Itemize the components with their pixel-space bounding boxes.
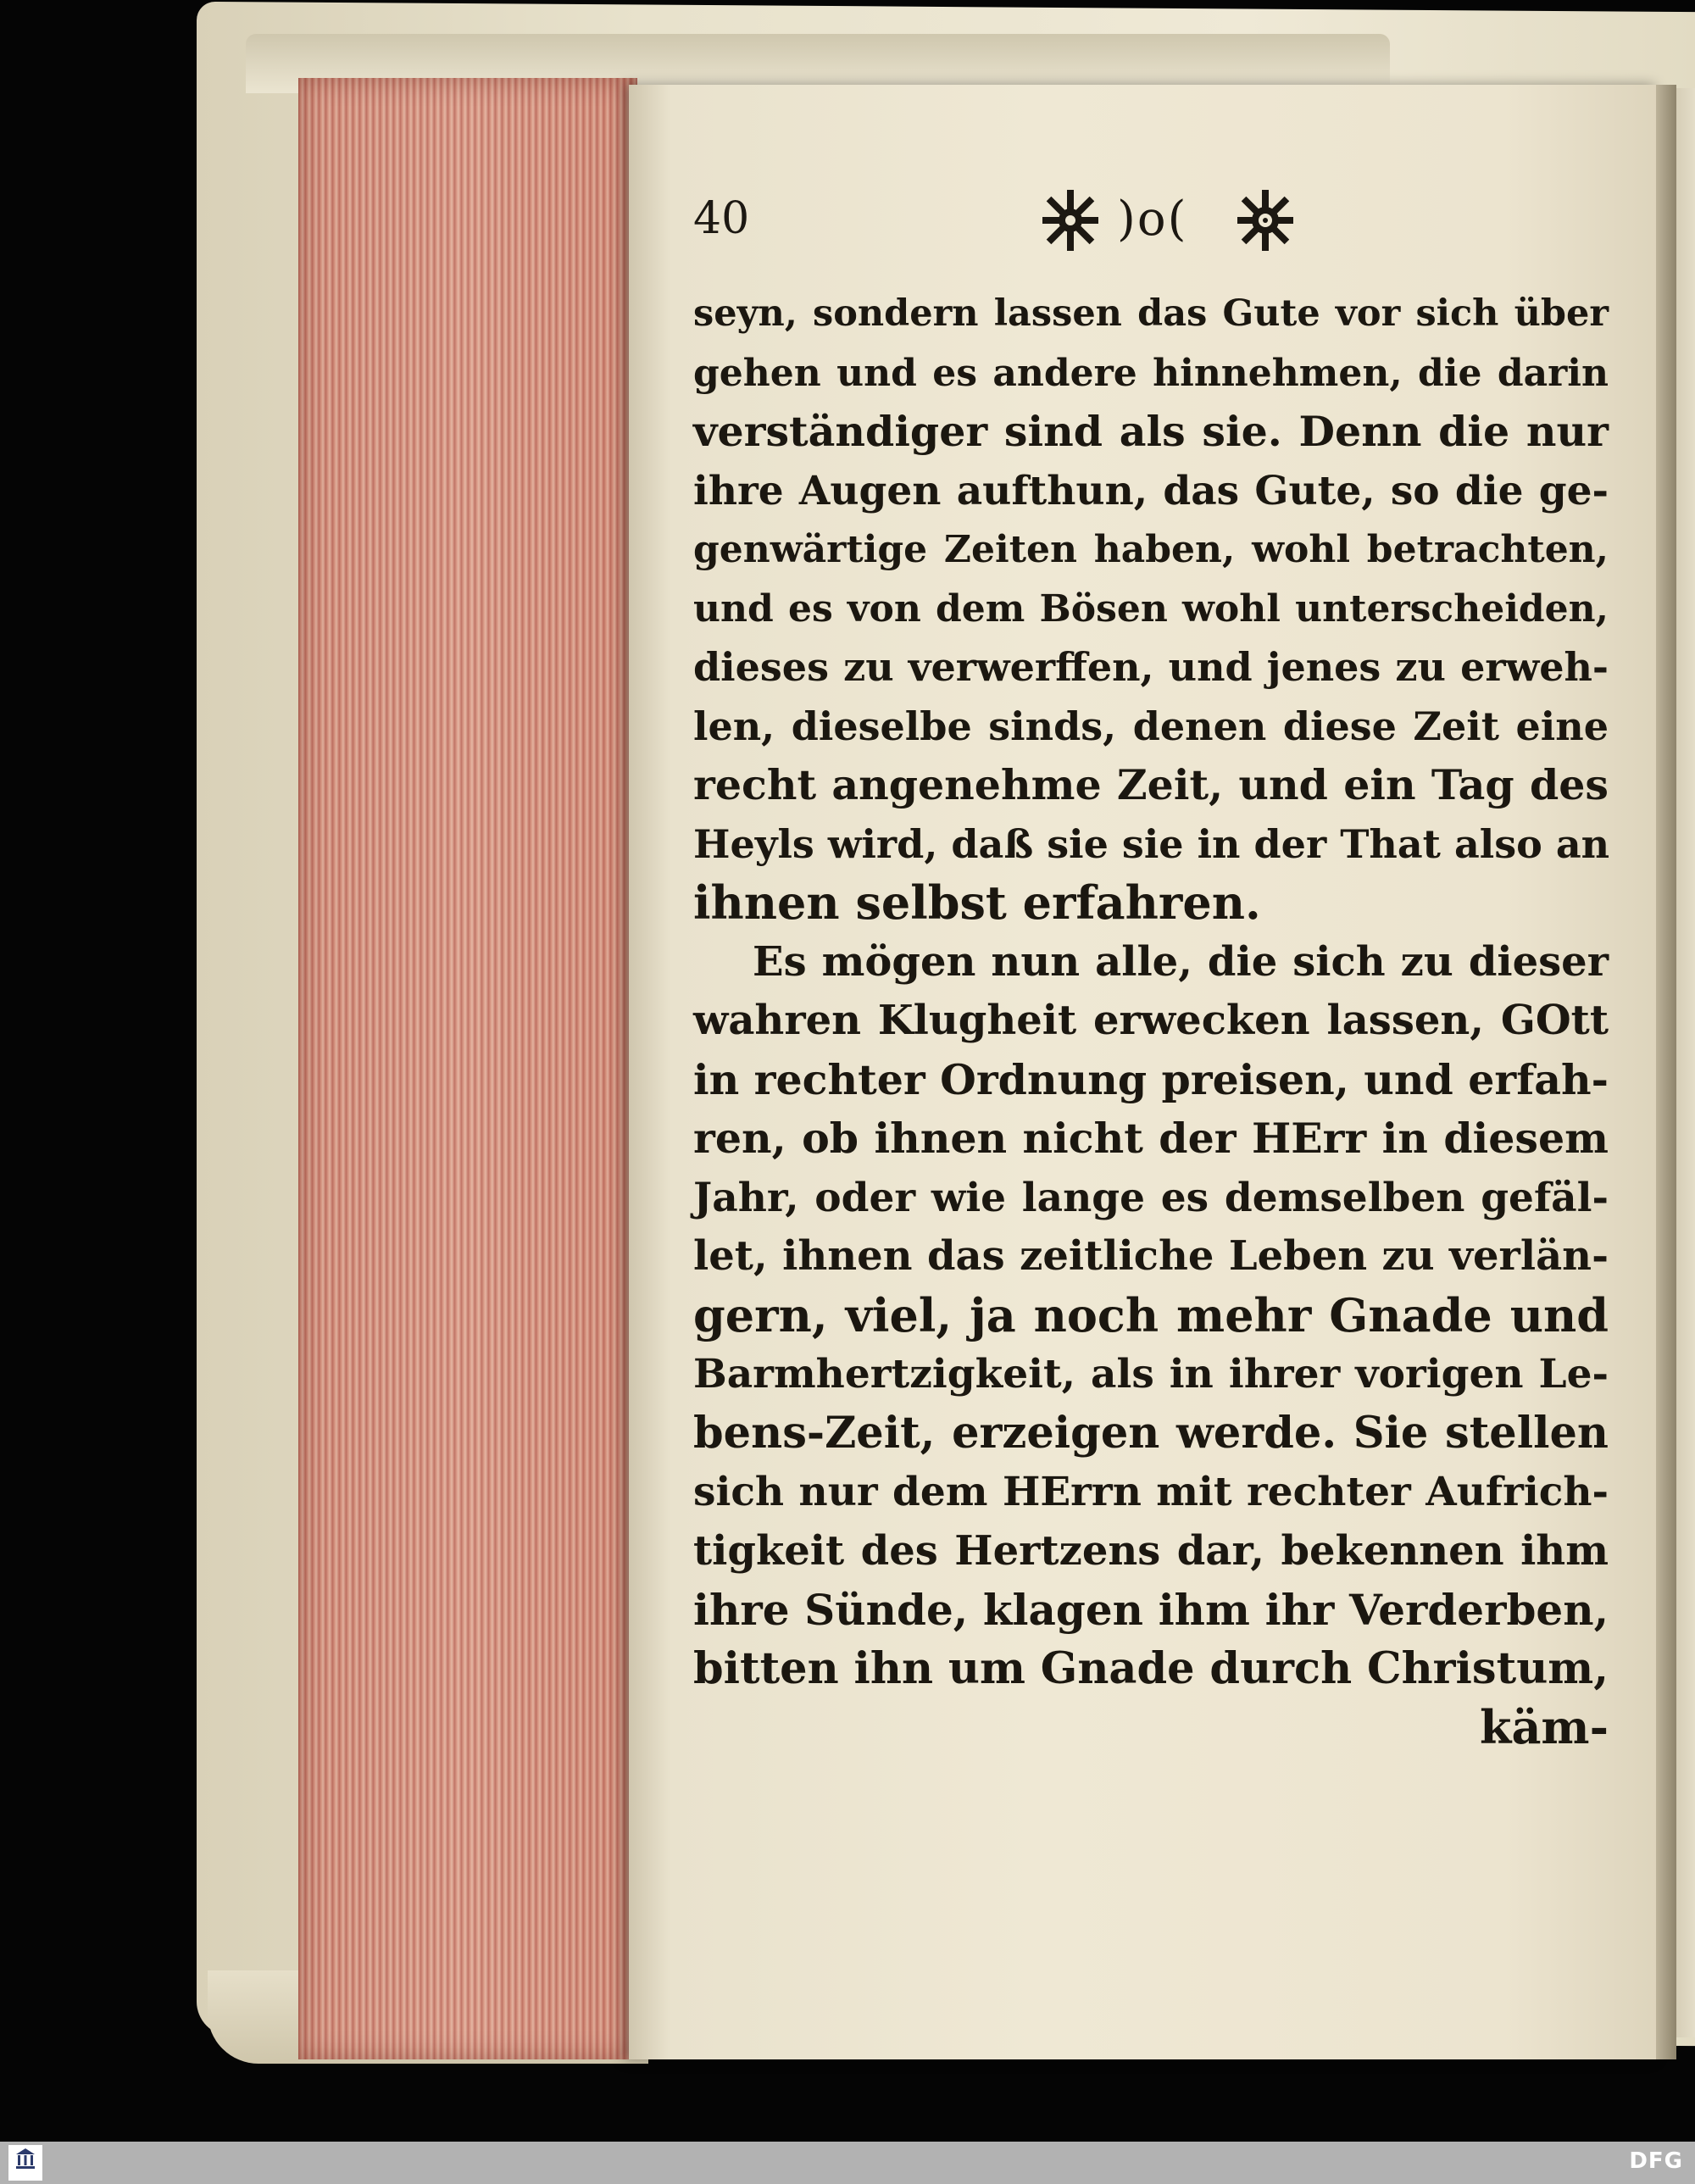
catchword: käm- <box>1480 1700 1609 1754</box>
text-line: ihnen selbst erfahren. <box>693 875 1261 930</box>
page-number: 40 <box>693 193 750 244</box>
viewer-footer-bar <box>0 2142 1695 2184</box>
text-line: Es mögen nun alle, die sich zu dieser <box>753 937 1609 986</box>
text-line: Heyls wird, daß sie sie in der That also an <box>693 820 1610 867</box>
page-header <box>693 186 1592 263</box>
ornament-left-icon <box>1041 186 1100 254</box>
text-line: ihre Augen aufthun, das Gute, so die ge- <box>693 467 1609 514</box>
text-line: dieses zu verwerffen, und jenes zu erweh- <box>693 644 1609 690</box>
text-line: Barmhertzigkeit, als in ihrer vorigen Le- <box>693 1351 1609 1398</box>
library-logo-icon[interactable] <box>8 2145 42 2181</box>
text-line: tigkeit des Hertzens dar, bekennen ihm <box>693 1526 1609 1575</box>
page-body-text <box>693 285 1609 1758</box>
text-line: verständiger sind als sie. Denn die nur <box>693 407 1609 456</box>
dfg-logo[interactable]: DFG <box>1629 2148 1683 2174</box>
text-line: let, ihnen das zeitliche Leben zu verlän- <box>693 1232 1609 1280</box>
building-icon <box>16 2148 35 2170</box>
text-line: len, dieselbe sinds, denen diese Zeit eine <box>693 703 1609 749</box>
ornament-right-icon <box>1236 186 1295 254</box>
header-mark: )o( <box>1117 192 1188 247</box>
text-line: bitten ihn um Gnade durch Christum, <box>693 1642 1609 1694</box>
text-line: bens-Zeit, erzeigen werde. Sie stellen <box>693 1407 1609 1459</box>
text-line: in rechter Ordnung preisen, und erfah- <box>693 1054 1609 1104</box>
text-line: wahren Klugheit erwecken lassen, GOtt <box>693 997 1609 1044</box>
text-line: genwärtige Zeiten haben, wohl betrachten, <box>693 528 1609 571</box>
page-edges <box>298 78 637 2059</box>
text-line: Jahr, oder wie lange es demselben gefäl- <box>693 1174 1609 1221</box>
text-line: seyn, sondern lassen das Gute vor sich über <box>693 292 1609 335</box>
text-line: gern, viel, ja noch mehr Gnade und <box>693 1287 1609 1342</box>
text-line: sich nur dem HErrn mit rechter Aufrich- <box>693 1469 1609 1515</box>
text-line: gehen und es andere hinnehmen, die darin <box>693 351 1609 395</box>
text-line: und es von dem Bösen wohl unterscheiden, <box>693 586 1609 631</box>
text-line: ihre Sünde, klagen ihm ihr Verderben, <box>693 1585 1609 1635</box>
text-line: recht angenehme Zeit, und ein Tag des <box>693 760 1609 809</box>
text-line: ren, ob ihnen nicht der HErr in diesem <box>693 1114 1609 1163</box>
